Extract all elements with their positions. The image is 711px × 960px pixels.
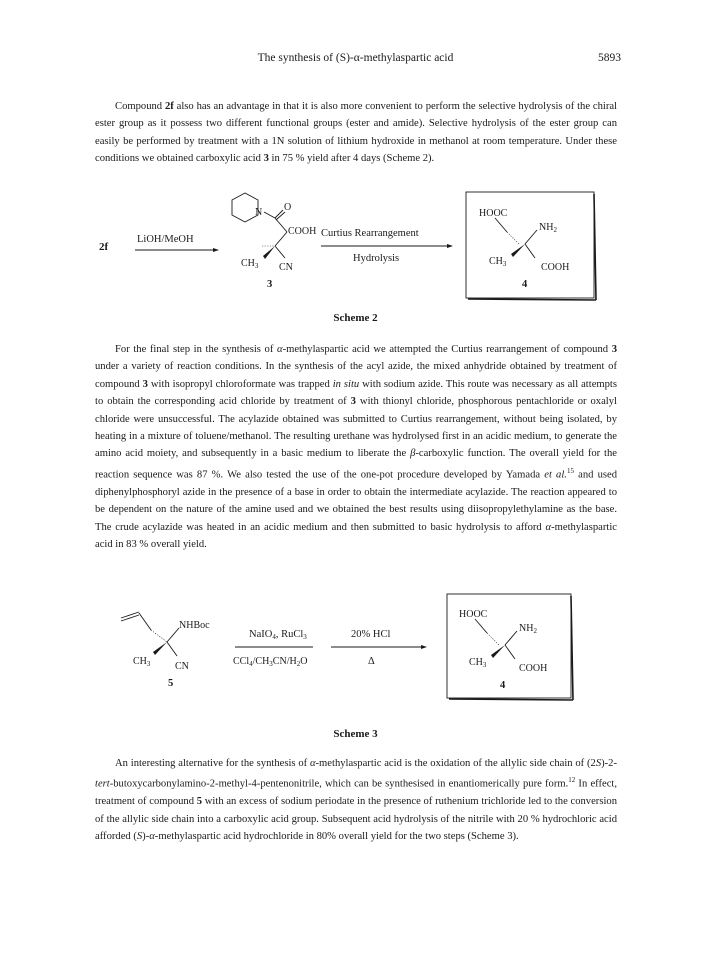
group-nhboc: NHBoc <box>179 620 210 631</box>
compound-5-label: 5 <box>168 678 174 689</box>
final-hooc: HOOC <box>459 609 488 620</box>
final-cooh: COOH <box>541 262 570 273</box>
scheme-3-caption: Scheme 3 <box>333 728 378 740</box>
final-ch3: $CH_3$ <box>469 657 487 669</box>
scheme-2-caption: Scheme 2 <box>333 312 378 324</box>
paragraph-1: Compound 2f also has an advantage in that it is also more convenient to perform the selective hydrolysis of the chiral ester group as it possess two different functional groups (ester and amide). Selective hydrolysis of the ester group can easily be performed by treatment with a 1N solution of lithium hydroxide in methanol at room temperature. Under these conditions we obtained carboxylic acid 3 in 75 % yield after 4 days (Scheme 2). <box>95 101 617 165</box>
group-cn: CN <box>175 661 189 672</box>
compound-4-label: 4 <box>500 680 506 691</box>
reagent-solvent: $CCl_4/CH_3CN/H_2O$ <box>233 656 308 668</box>
atom-n: N <box>255 207 263 218</box>
scheme-2-drawing <box>95 188 617 303</box>
final-hooc: HOOC <box>479 208 508 219</box>
group-cooh: COOH <box>288 226 317 237</box>
reagent-lioh: LiOH/MeOH <box>137 234 194 245</box>
page-number: 5893 <box>598 52 621 64</box>
group-cn: CN <box>279 262 293 273</box>
final-nh2: $NH_2$ <box>519 623 537 635</box>
reagent-naio4: NaIO4, RuCl3 <box>249 629 307 641</box>
paragraph-2: For the final step in the synthesis of α-methylaspartic acid we attempted the Curtius rearrangement of compound 3 under a variety of reaction conditions. In the synthesis of the acyl azide, the mixed anhydride obtained by treatment of compound 3 with isopropyl chloroformate was trapped in situ with sodium azide. This route was necessary as all attempts to obtain the corresponding acid chloride by treatment of 3 with thionyl chloride, phosphorous pentachloride or oxalyl chloride were unsuccessful. The acylazide obtained was submitted to Curtius rearrangement, without being isolated, by heating in a mixture of toluene/methanol. The resulting urethane was hydrolysed first in an acidic medium, to generate the amino acid moiety, and subsequently in a basic medium to liberate the β-carboxylic function. The overall yield for the reaction sequence was 87 %. We also tested the use of the one-pot procedure developed by Yamada et al.$^{15}$ and used diphenylphosphoryl azide in the presence of a base in order to obtain the intermediate acylazide. The reaction appeared to be dependent on the nature of the amine used and we obtained the best results using diisopropylethylamine as the base. The crude acylazide was heated in an acidic medium and then submitted to basic hydrolysis to afford α-methylaspartic acid in 83 % overall yield. <box>95 344 618 550</box>
final-cooh: COOH <box>519 663 548 674</box>
reagent-curtius: Curtius Rearrangement <box>321 228 419 239</box>
scheme-3-drawing <box>95 592 617 707</box>
running-title: The synthesis of (S)-α-methylaspartic acid <box>257 52 454 64</box>
reagent-hcl: 20% HCl <box>351 629 391 640</box>
compound-3-label: 3 <box>267 279 273 290</box>
compound-2f-label: 2f <box>99 241 109 253</box>
paragraph-3: An interesting alternative for the synthesis of α-methylaspartic acid is the oxidation of the allylic side chain of (2S)-2-tert-butoxycarbonylamino-2-methyl-4-pentenonitrile, which can be synthesised in enantiomerically pure form.$^{12}$ In effect, treatment of compound 5 with an excess of sodium periodate in the presence of ruthenium trichloride led to the conversion of the allylic side chain into a carboxylic acid group. Subsequent acid hydrolysis of the nitrile with 20 % hydrochloric acid afforded (S)-α-methylaspartic acid hydrochloride in 80% overall yield for the two steps (Scheme 3). <box>95 758 618 843</box>
reagent-hydrolysis: Hydrolysis <box>353 253 400 264</box>
group-ch3: $CH_3$ <box>133 656 151 668</box>
scheme-2 <box>95 188 617 303</box>
atom-o: O <box>284 202 292 213</box>
group-ch3: $CH_3$ <box>241 258 259 270</box>
scheme-3 <box>95 592 617 707</box>
final-nh2: $NH_2$ <box>539 222 557 234</box>
reagent-heat: Δ <box>368 656 375 667</box>
final-ch3: $CH_3$ <box>489 256 507 268</box>
compound-4-label: 4 <box>522 279 528 290</box>
